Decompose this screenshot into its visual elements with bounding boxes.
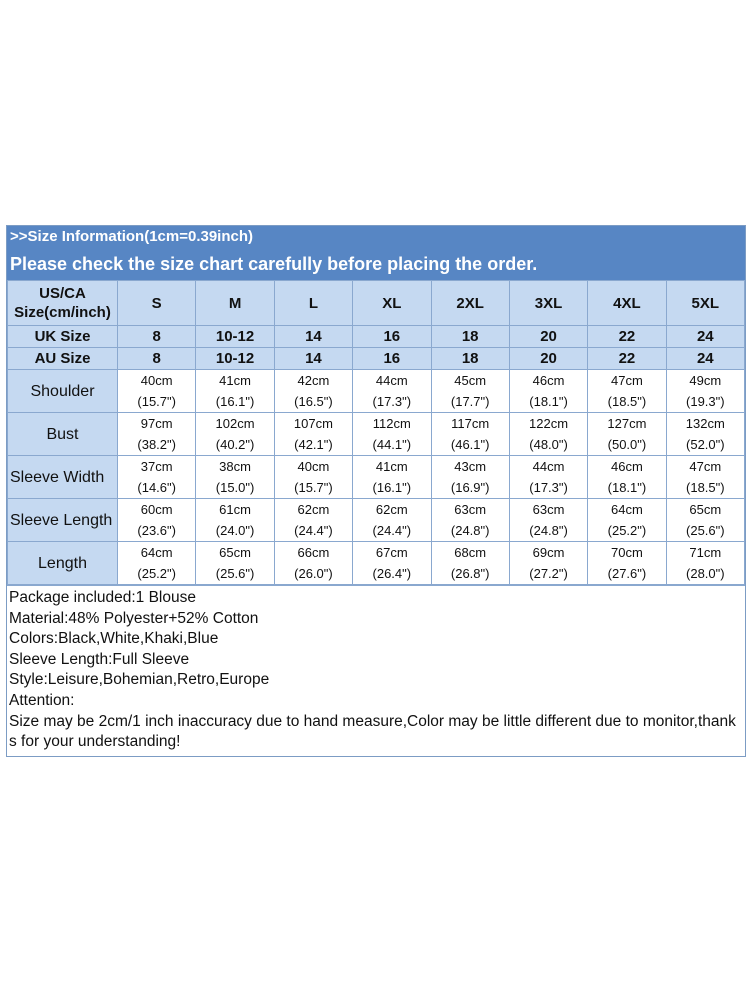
inch-value: (24.0") — [215, 523, 255, 538]
measurement-cell — [118, 370, 196, 413]
measurement-cell — [196, 499, 274, 542]
note-line: Colors:Black,White,Khaki,Blue — [9, 630, 219, 648]
inch-value: (18.1") — [607, 480, 647, 495]
measurement-row — [8, 542, 745, 585]
cm-value: 65cm — [689, 502, 722, 517]
cm-value: 64cm — [140, 545, 173, 560]
measurement-label: Sleeve Width — [8, 456, 118, 499]
measurement-cell — [588, 542, 666, 585]
size-header-cell: 4XL — [588, 281, 666, 326]
measurement-label: Bust — [8, 413, 118, 456]
measurement-label: Shoulder — [8, 370, 118, 413]
size-header-cell: 2XL — [431, 281, 509, 326]
inch-value: (19.3") — [686, 394, 725, 409]
cm-value: 47cm — [689, 459, 722, 474]
measurement-row — [8, 499, 745, 542]
note-line: Size may be 2cm/1 inch inaccuracy due to hand measure,Color may be little different due to monitor,thanks for your understanding! — [9, 712, 736, 751]
uk-size-row-cell: 20 — [509, 326, 587, 348]
cm-value: 132cm — [685, 416, 725, 431]
measurement-cell — [666, 456, 744, 499]
measurement-cell — [353, 413, 431, 456]
uk-size-row-cell: 10-12 — [196, 326, 274, 348]
inch-value: (28.0") — [686, 566, 725, 581]
measurement-cell — [588, 499, 666, 542]
measurement-row — [8, 413, 745, 456]
uk-size-row-cell: 24 — [666, 326, 744, 348]
inch-value: (18.1") — [529, 394, 568, 409]
au-size-row-cell: 18 — [431, 348, 509, 370]
cm-value: 62cm — [375, 502, 408, 517]
inch-value: (25.6") — [686, 523, 725, 538]
measurement-cell — [353, 542, 431, 585]
size-table — [7, 280, 745, 585]
cm-value: 49cm — [689, 373, 722, 388]
cm-value: 63cm — [454, 502, 487, 517]
measurement-cell — [588, 456, 666, 499]
inch-value: (15.7") — [137, 394, 176, 409]
au-size-row — [8, 348, 745, 370]
inch-value: (46.1") — [450, 437, 490, 452]
uk-size-row-cell: 16 — [353, 326, 431, 348]
au-size-row-cell: 16 — [353, 348, 431, 370]
au-size-row-cell: 14 — [274, 348, 352, 370]
cm-value: 63cm — [532, 502, 565, 517]
measurement-cell — [431, 499, 509, 542]
cm-value: 60cm — [140, 502, 173, 517]
inch-value: (40.2") — [215, 437, 255, 452]
uk-size-row-cell: 14 — [274, 326, 352, 348]
measurement-cell — [509, 413, 587, 456]
product-notes — [7, 585, 745, 756]
cm-value: 122cm — [529, 416, 569, 431]
inch-value: (18.5") — [607, 394, 647, 409]
inch-value: (17.7") — [450, 394, 490, 409]
measurement-cell — [118, 499, 196, 542]
measurement-cell — [666, 370, 744, 413]
inch-value: (44.1") — [372, 437, 412, 452]
au-size-row-cell: 10-12 — [196, 348, 274, 370]
size-header-cell: L — [274, 281, 352, 326]
us-label-line2: Size(cm/inch) — [14, 304, 111, 321]
inch-value: (15.0") — [215, 480, 255, 495]
note-line: Sleeve Length:Full Sleeve — [9, 650, 190, 668]
measurement-cell — [196, 542, 274, 585]
cm-value: 42cm — [297, 373, 330, 388]
us-size-label — [8, 281, 118, 326]
au-size-row-cell: 22 — [588, 348, 666, 370]
inch-value: (18.5") — [686, 480, 725, 495]
inch-value: (26.8") — [450, 566, 490, 581]
cm-value: 41cm — [219, 373, 251, 388]
cm-value: 62cm — [297, 502, 330, 517]
cm-value: 102cm — [215, 416, 255, 431]
measurement-cell — [196, 413, 274, 456]
measurement-cell — [353, 370, 431, 413]
inch-value: (52.0") — [686, 437, 725, 452]
cm-value: 38cm — [219, 459, 251, 474]
cm-value: 46cm — [532, 373, 565, 388]
note-line: Style:Leisure,Bohemian,Retro,Europe — [9, 671, 270, 689]
inch-value: (27.2") — [529, 566, 568, 581]
inch-value: (14.6") — [137, 480, 176, 495]
uk-size-row — [8, 326, 745, 348]
inch-value: (17.3") — [372, 394, 412, 409]
cm-value: 40cm — [297, 459, 330, 474]
cm-value: 40cm — [140, 373, 173, 388]
size-info-title: >>Size Information(1cm=0.39inch) — [10, 228, 253, 245]
measurement-cell — [196, 370, 274, 413]
measurement-cell — [274, 456, 352, 499]
cm-value: 61cm — [219, 502, 251, 517]
inch-value: (23.6") — [137, 523, 176, 538]
size-header-cell: 5XL — [666, 281, 744, 326]
size-header-cell: S — [118, 281, 196, 326]
measurement-cell — [588, 370, 666, 413]
measurement-label: Length — [8, 542, 118, 585]
note-line: Package included:1 Blouse — [9, 589, 196, 606]
inch-value: (24.4") — [372, 523, 412, 538]
measurement-cell — [274, 499, 352, 542]
cm-value: 107cm — [293, 416, 333, 431]
inch-value: (38.2") — [137, 437, 176, 452]
inch-value: (17.3") — [529, 480, 568, 495]
us-label-line1: US/CA — [39, 285, 86, 302]
au-size-row-cell: 8 — [118, 348, 196, 370]
inch-value: (16.5") — [294, 394, 333, 409]
size-header-cell: XL — [353, 281, 431, 326]
note-line: Attention: — [9, 691, 75, 709]
measurement-cell — [509, 499, 587, 542]
cm-value: 127cm — [607, 416, 647, 431]
measurement-cell — [353, 499, 431, 542]
cm-value: 112cm — [372, 416, 411, 431]
measurement-row — [8, 370, 745, 413]
measurement-cell — [274, 370, 352, 413]
inch-value: (42.1") — [294, 437, 333, 452]
size-notice: Please check the size chart carefully before placing the order. — [10, 254, 538, 274]
cm-value: 45cm — [454, 373, 487, 388]
cm-value: 44cm — [532, 459, 565, 474]
cm-value: 41cm — [375, 459, 408, 474]
inch-value: (16.1") — [215, 394, 255, 409]
inch-value: (50.0") — [607, 437, 647, 452]
au-size-row-cell: 20 — [509, 348, 587, 370]
measurement-cell — [431, 413, 509, 456]
inch-value: (25.6") — [215, 566, 255, 581]
measurement-cell — [274, 542, 352, 585]
cm-value: 43cm — [454, 459, 487, 474]
au-size-row-cell: 24 — [666, 348, 744, 370]
measurement-cell — [431, 370, 509, 413]
cm-value: 67cm — [375, 545, 408, 560]
inch-value: (24.8") — [529, 523, 568, 538]
measurement-cell — [666, 413, 744, 456]
size-header-cell: M — [196, 281, 274, 326]
cm-value: 68cm — [454, 545, 487, 560]
inch-value: (15.7") — [294, 480, 333, 495]
uk-size-row-label: UK Size — [8, 326, 118, 348]
measurement-cell — [274, 413, 352, 456]
cm-value: 65cm — [219, 545, 251, 560]
measurement-cell — [509, 542, 587, 585]
measurement-cell — [509, 370, 587, 413]
cm-value: 37cm — [140, 459, 173, 474]
cm-value: 117cm — [451, 416, 490, 431]
size-header-row — [8, 281, 745, 326]
measurement-cell — [353, 456, 431, 499]
measurement-cell — [118, 542, 196, 585]
cm-value: 69cm — [532, 545, 565, 560]
cm-value: 44cm — [375, 373, 408, 388]
uk-size-row-cell: 22 — [588, 326, 666, 348]
note-line: Material:48% Polyester+52% Cotton — [9, 609, 259, 627]
inch-value: (24.4") — [294, 523, 333, 538]
cm-value: 47cm — [611, 373, 643, 388]
inch-value: (25.2") — [607, 523, 647, 538]
inch-value: (48.0") — [529, 437, 568, 452]
uk-size-row-cell: 18 — [431, 326, 509, 348]
size-chart — [6, 225, 746, 757]
inch-value: (26.4") — [372, 566, 412, 581]
inch-value: (26.0") — [294, 566, 333, 581]
measurement-cell — [509, 456, 587, 499]
cm-value: 64cm — [611, 502, 643, 517]
inch-value: (16.9") — [450, 480, 490, 495]
measurement-cell — [118, 413, 196, 456]
cm-value: 70cm — [611, 545, 643, 560]
inch-value: (24.8") — [450, 523, 490, 538]
measurement-cell — [118, 456, 196, 499]
measurement-cell — [431, 456, 509, 499]
cm-value: 97cm — [140, 416, 173, 431]
au-size-row-label: AU Size — [8, 348, 118, 370]
measurement-cell — [666, 499, 744, 542]
inch-value: (16.1") — [372, 480, 412, 495]
measurement-cell — [666, 542, 744, 585]
size-info-banner — [7, 226, 745, 280]
cm-value: 66cm — [297, 545, 330, 560]
measurement-row — [8, 456, 745, 499]
measurement-cell — [196, 456, 274, 499]
inch-value: (27.6") — [607, 566, 647, 581]
uk-size-row-cell: 8 — [118, 326, 196, 348]
inch-value: (25.2") — [137, 566, 176, 581]
cm-value: 46cm — [611, 459, 643, 474]
measurement-cell — [431, 542, 509, 585]
measurement-cell — [588, 413, 666, 456]
cm-value: 71cm — [689, 545, 722, 560]
size-header-cell: 3XL — [509, 281, 587, 326]
measurement-label: Sleeve Length — [8, 499, 118, 542]
